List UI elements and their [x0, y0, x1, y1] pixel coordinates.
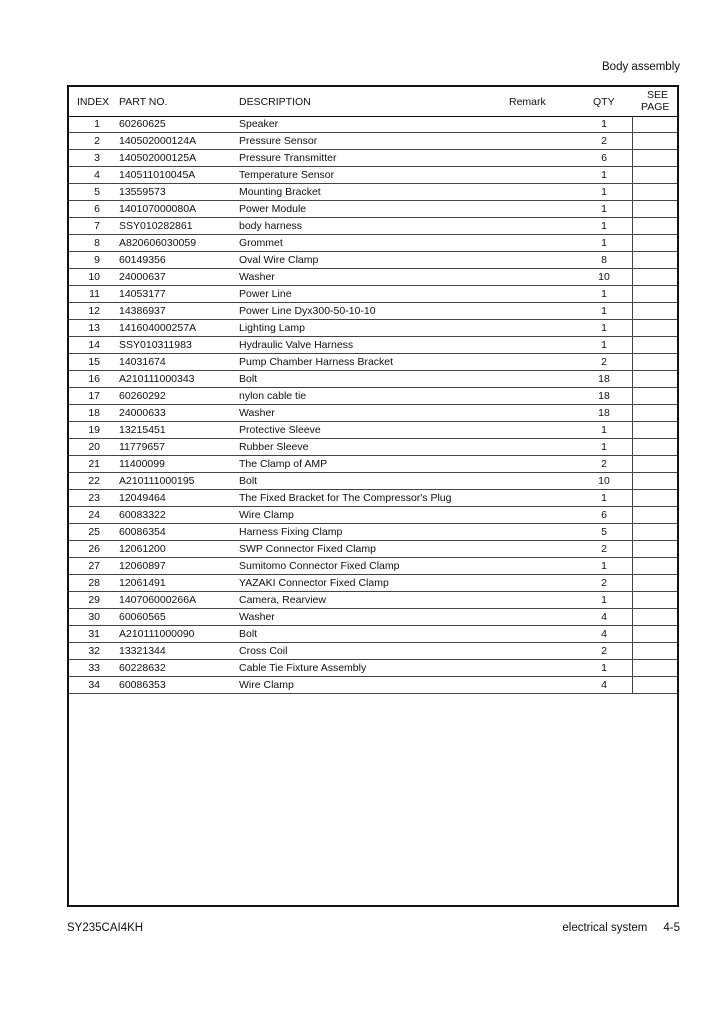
table-row [69, 320, 677, 337]
row-description: Mounting Bracket [239, 186, 321, 198]
row-part-no: 140502000124A [119, 135, 197, 147]
row-qty: 1 [601, 186, 607, 198]
row-qty: 1 [601, 305, 607, 317]
row-description: Pressure Sensor [239, 135, 318, 147]
row-index: 26 [88, 543, 100, 555]
row-part-no: 24000633 [119, 407, 166, 419]
table-row [69, 422, 677, 439]
table-row [69, 575, 677, 592]
row-qty: 1 [601, 560, 607, 572]
table-row [69, 558, 677, 575]
row-description: Oval Wire Clamp [239, 254, 319, 266]
row-qty: 1 [601, 169, 607, 181]
row-index: 16 [88, 373, 100, 385]
row-index: 28 [88, 577, 100, 589]
see-page-divider [632, 473, 633, 489]
see-page-divider [632, 456, 633, 472]
table-row [69, 201, 677, 218]
row-index: 25 [88, 526, 100, 538]
see-page-divider [632, 133, 633, 149]
see-page-divider [632, 150, 633, 166]
row-index: 10 [88, 271, 100, 283]
row-description: Harness Fixing Clamp [239, 526, 343, 538]
see-page-divider [632, 286, 633, 302]
row-index: 14 [88, 339, 100, 351]
row-index: 11 [89, 288, 100, 300]
see-page-divider [632, 677, 633, 693]
table-row [69, 456, 677, 473]
see-page-divider [632, 320, 633, 336]
row-qty: 2 [601, 645, 607, 657]
see-page-divider [632, 184, 633, 200]
row-description: Pressure Transmitter [239, 152, 337, 164]
row-qty: 6 [601, 152, 607, 164]
see-page-divider [632, 439, 633, 455]
row-index: 3 [94, 152, 100, 164]
row-part-no: 60083322 [119, 509, 166, 521]
row-qty: 2 [601, 458, 607, 470]
page-header-title: Body assembly [602, 61, 680, 73]
see-page-divider [632, 405, 633, 421]
see-page-divider [632, 524, 633, 540]
row-qty: 1 [601, 339, 607, 351]
row-qty: 1 [601, 220, 607, 232]
row-description: The Fixed Bracket for The Compressor's Plug [239, 492, 452, 504]
row-qty: 1 [601, 322, 607, 334]
row-index: 8 [94, 237, 100, 249]
see-page-divider [632, 116, 633, 132]
row-description: Power Module [239, 203, 307, 215]
row-part-no: 14031674 [119, 356, 166, 368]
row-description: Bolt [239, 475, 258, 487]
row-part-no: 13559573 [119, 186, 166, 198]
row-qty: 1 [601, 492, 607, 504]
col-remark-header: Remark [509, 96, 546, 108]
row-part-no: 140502000125A [119, 152, 197, 164]
table-row [69, 609, 677, 626]
see-page-divider [632, 575, 633, 591]
table-row [69, 116, 677, 133]
table-row [69, 150, 677, 167]
table-body [69, 116, 677, 694]
row-qty: 1 [601, 594, 607, 606]
footer-section: electrical system [562, 922, 648, 934]
see-page-divider [632, 422, 633, 438]
row-index: 9 [94, 254, 100, 266]
table-row [69, 167, 677, 184]
row-description: Sumitomo Connector Fixed Clamp [239, 560, 400, 572]
row-qty: 10 [598, 271, 610, 283]
row-description: Grommet [239, 237, 283, 249]
row-qty: 18 [598, 407, 610, 419]
row-part-no: 60086354 [119, 526, 166, 538]
row-part-no: SSY010282861 [119, 220, 193, 232]
table-row [69, 303, 677, 320]
row-index: 32 [88, 645, 100, 657]
row-description: Bolt [239, 628, 258, 640]
row-part-no: 140706000266A [119, 594, 197, 606]
row-description: Protective Sleeve [239, 424, 321, 436]
table-row [69, 218, 677, 235]
row-index: 22 [88, 475, 100, 487]
row-qty: 10 [598, 475, 610, 487]
row-part-no: 60086353 [119, 679, 166, 691]
table-row [69, 133, 677, 150]
row-qty: 18 [598, 390, 610, 402]
see-page-divider [632, 269, 633, 285]
see-page-divider [632, 609, 633, 625]
row-part-no: 140511010045A [119, 169, 196, 181]
row-description: Lighting Lamp [239, 322, 305, 334]
col-index-header: INDEX [77, 96, 110, 108]
row-description: Rubber Sleeve [239, 441, 309, 453]
row-description: Power Line Dyx300-50-10-10 [239, 305, 376, 317]
row-qty: 8 [601, 254, 607, 266]
row-description: Cable Tie Fixture Assembly [239, 662, 367, 674]
see-page-divider [632, 303, 633, 319]
row-description: YAZAKI Connector Fixed Clamp [239, 577, 389, 589]
row-part-no: A210111000090 [119, 628, 195, 640]
row-index: 20 [88, 441, 100, 453]
row-index: 24 [88, 509, 100, 521]
see-page-divider [632, 337, 633, 353]
row-qty: 2 [601, 135, 607, 147]
row-qty: 1 [601, 118, 607, 130]
col-see-page-header-line1: SEE [647, 89, 669, 101]
row-index: 23 [88, 492, 100, 504]
row-part-no: A210111000195 [119, 475, 195, 487]
see-page-divider [632, 490, 633, 506]
row-qty: 1 [601, 288, 607, 300]
row-index: 5 [94, 186, 100, 198]
row-index: 17 [88, 390, 100, 402]
row-description: The Clamp of AMP [239, 458, 328, 470]
table-row [69, 507, 677, 524]
row-index: 6 [94, 203, 100, 215]
row-description: SWP Connector Fixed Clamp [239, 543, 376, 555]
see-page-divider [632, 592, 633, 608]
row-part-no: 14053177 [119, 288, 166, 300]
see-page-divider [632, 371, 633, 387]
table-row [69, 337, 677, 354]
col-description-header: DESCRIPTION [239, 96, 311, 108]
row-qty: 6 [601, 509, 607, 521]
row-qty: 2 [601, 356, 607, 368]
row-index: 34 [88, 679, 100, 691]
parts-table [67, 85, 679, 907]
see-page-divider [632, 235, 633, 251]
row-index: 2 [94, 135, 100, 147]
row-part-no: 12049464 [119, 492, 166, 504]
row-index: 33 [88, 662, 100, 674]
row-part-no: 140107000080A [119, 203, 197, 215]
row-qty: 4 [601, 611, 607, 623]
table-row [69, 490, 677, 507]
row-part-no: 12060897 [119, 560, 166, 572]
row-part-no: SSY010311983 [119, 339, 192, 351]
table-row [69, 371, 677, 388]
row-part-no: 13215451 [119, 424, 166, 436]
row-index: 1 [94, 118, 100, 130]
see-page-divider [632, 167, 633, 183]
table-row [69, 473, 677, 490]
row-qty: 4 [601, 628, 607, 640]
table-row [69, 541, 677, 558]
row-description: nylon cable tie [239, 390, 307, 402]
table-row [69, 235, 677, 252]
row-description: Washer [239, 271, 275, 283]
see-page-divider [632, 388, 633, 404]
row-index: 29 [88, 594, 100, 606]
row-description: body harness [239, 220, 303, 232]
row-index: 12 [88, 305, 100, 317]
row-part-no: 141604000257A [119, 322, 197, 334]
row-description: Wire Clamp [239, 679, 294, 691]
row-part-no: 60260625 [119, 118, 166, 130]
table-row [69, 354, 677, 371]
row-description: Speaker [239, 118, 279, 130]
table-row [69, 252, 677, 269]
row-index: 31 [88, 628, 100, 640]
row-part-no: 12061491 [119, 577, 166, 589]
col-see-page-header-line2: PAGE [641, 101, 670, 113]
row-qty: 2 [601, 577, 607, 589]
row-part-no: 12061200 [119, 543, 166, 555]
see-page-divider [632, 626, 633, 642]
row-index: 4 [94, 169, 100, 181]
row-qty: 5 [601, 526, 607, 538]
row-qty: 1 [601, 424, 607, 436]
table-row [69, 286, 677, 303]
row-index: 30 [88, 611, 100, 623]
table-row [69, 660, 677, 677]
row-qty: 2 [601, 543, 607, 555]
see-page-divider [632, 507, 633, 523]
table-row [69, 643, 677, 660]
table-row [69, 626, 677, 643]
footer-model: SY235CAI4KH [67, 922, 144, 934]
row-qty: 18 [598, 373, 610, 385]
see-page-divider [632, 218, 633, 234]
footer-page-number: 4-5 [663, 922, 680, 934]
row-part-no: 60149356 [119, 254, 166, 266]
row-qty: 1 [601, 237, 607, 249]
see-page-divider [632, 354, 633, 370]
row-description: Cross Coil [239, 645, 288, 657]
row-index: 27 [88, 560, 100, 572]
row-description: Pump Chamber Harness Bracket [239, 356, 394, 368]
row-description: Bolt [239, 373, 258, 385]
see-page-divider [632, 541, 633, 557]
row-qty: 1 [601, 203, 607, 215]
table-row [69, 269, 677, 286]
row-part-no: A820606030059 [119, 237, 197, 249]
row-part-no: 11779657 [119, 441, 165, 453]
row-description: Wire Clamp [239, 509, 294, 521]
table-row [69, 184, 677, 201]
row-index: 15 [88, 356, 100, 368]
row-description: Washer [239, 407, 275, 419]
row-index: 21 [88, 458, 100, 470]
see-page-divider [632, 643, 633, 659]
row-part-no: 60060565 [119, 611, 166, 623]
row-index: 7 [94, 220, 100, 232]
row-description: Power Line [239, 288, 292, 300]
row-index: 18 [88, 407, 100, 419]
row-description: Camera, Rearview [239, 594, 326, 606]
row-qty: 1 [601, 662, 607, 674]
table-row [69, 524, 677, 541]
row-part-no: 14386937 [119, 305, 166, 317]
see-page-divider [632, 558, 633, 574]
row-part-no: A210111000343 [119, 373, 195, 385]
row-part-no: 24000637 [119, 271, 166, 283]
row-part-no: 13321344 [119, 645, 166, 657]
row-description: Temperature Sensor [239, 169, 335, 181]
table-row [69, 405, 677, 422]
table-row [69, 677, 677, 694]
col-qty-header: QTY [593, 96, 615, 108]
table-row [69, 388, 677, 405]
table-row [69, 439, 677, 456]
row-qty: 4 [601, 679, 607, 691]
row-part-no: 60228632 [119, 662, 166, 674]
row-description: Hydraulic Valve Harness [239, 339, 354, 351]
see-page-divider [632, 201, 633, 217]
row-part-no: 60260292 [119, 390, 166, 402]
table-row [69, 592, 677, 609]
row-description: Washer [239, 611, 275, 623]
row-part-no: 11400099 [119, 458, 165, 470]
col-part-no-header: PART NO. [119, 96, 168, 108]
row-qty: 1 [601, 441, 607, 453]
footer-page-info [562, 922, 680, 934]
row-index: 19 [88, 424, 100, 436]
row-index: 13 [88, 322, 100, 334]
table-header [69, 87, 677, 117]
see-page-divider [632, 660, 633, 676]
see-page-divider [632, 252, 633, 268]
